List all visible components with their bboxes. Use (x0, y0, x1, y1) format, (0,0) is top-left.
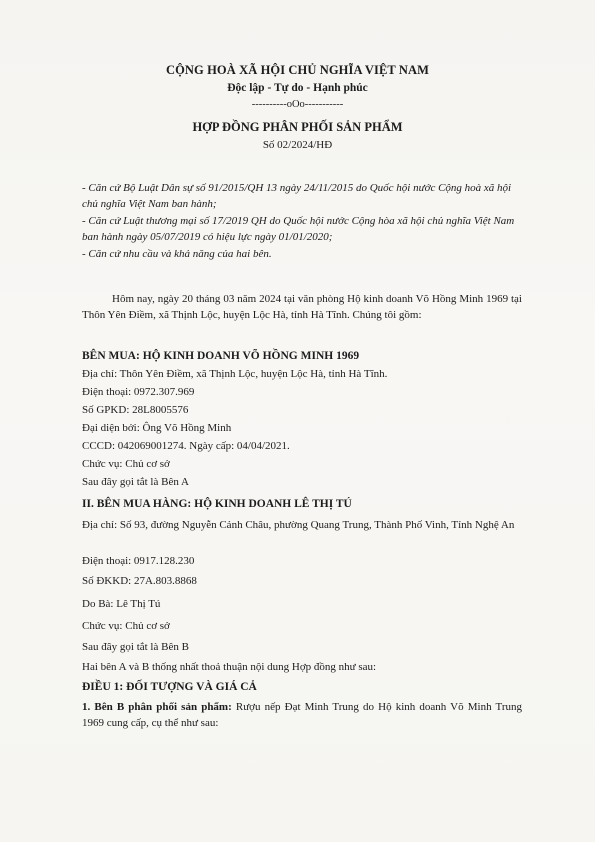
party-a-address: Địa chỉ: Thôn Yên Điềm, xã Thịnh Lộc, huyện Lộc Hà, tỉnh Hà Tĩnh. (82, 368, 388, 380)
party-b-alias: Sau đây gọi tắt là Bên B (82, 641, 189, 653)
legal-basis-2: - Căn cứ Luật thương mại số 17/2019 QH do Quốc hội nước Cộng hòa xã hội chủ nghĩa Việt Nam ban hành ngày 05/07/2019 có hiệu lực ngày 01/01/2020; (82, 215, 515, 243)
party-a-id: CCCD: 042069001274. Ngày cấp: 04/04/2021. (82, 440, 290, 452)
national-title: CỘNG HOÀ XÃ HỘI CHỦ NGHĨA VIỆT NAM (165, 63, 430, 77)
party-a-heading: BÊN MUA: HỘ KINH DOANH VÕ HỒNG MINH 1969 (82, 350, 360, 362)
party-b-license: Số ĐKKD: 27A.803.8868 (82, 575, 197, 587)
national-motto: Độc lập - Tự do - Hạnh phúc (227, 82, 368, 94)
party-a-license: Số GPKD: 28L8005576 (82, 404, 189, 416)
article-1-item-1 (82, 699, 522, 731)
article-1-item-text: Rượu nếp Đạt Minh Trung do Hộ kinh doanh Võ Minh Trung 1969 cung cấp, cụ thể như sau: (82, 701, 522, 729)
party-a-alias: Sau đây gọi tắt là Bên A (82, 476, 189, 488)
party-a-phone: Điện thoại: 0972.307.969 (82, 386, 195, 398)
party-b-heading: II. BÊN MUA HÀNG: HỘ KINH DOANH LÊ THỊ TÚ (82, 498, 352, 510)
intro-paragraph: Hôm nay, ngày 20 tháng 03 năm 2024 tại văn phòng Hộ kinh doanh Võ Hồng Minh 1969 tại Thôn Yên Điềm, xã Thịnh Lộc, huyện Lộc Hà, tỉnh Hà Tĩnh. Chúng tôi gồm: (82, 293, 522, 321)
party-b-address: Địa chỉ: Số 93, đường Nguyễn Cảnh Châu, phường Quang Trung, Thành Phố Vinh, Tỉnh Nghệ An (82, 519, 515, 531)
contract-title: HỢP ĐỒNG PHÂN PHỐI SẢN PHẨM (192, 120, 403, 134)
article-1-heading: ĐIỀU 1: ĐỐI TƯỢNG VÀ GIÁ CẢ (82, 681, 257, 693)
article-1-item-label: 1. Bên B phân phối sản phẩm: (82, 701, 232, 713)
contract-number: Số 02/2024/HĐ (262, 139, 333, 151)
legal-basis-3: - Căn cứ nhu cầu và khả năng của hai bên. (82, 248, 272, 260)
party-a-representative: Đại diện bởi: Ông Võ Hồng Minh (82, 422, 232, 434)
party-b-phone: Điện thoại: 0917.128.230 (82, 555, 195, 567)
agreement-statement: Hai bên A và B thống nhất thoả thuận nội dung Hợp đồng như sau: (82, 661, 377, 673)
party-b-representative: Do Bà: Lê Thị Tú (82, 598, 161, 610)
party-a-position: Chức vụ: Chủ cơ sở (82, 458, 170, 470)
party-b-position: Chức vụ: Chủ cơ sở (82, 620, 170, 632)
header-divider: ----------oOo----------- (251, 99, 344, 110)
legal-basis-1: - Căn cứ Bộ Luật Dân sự số 91/2015/QH 13 ngày 24/11/2015 do Quốc hội nước Cộng hoà xã hội chủ nghĩa Việt Nam ban hành; (82, 182, 512, 210)
